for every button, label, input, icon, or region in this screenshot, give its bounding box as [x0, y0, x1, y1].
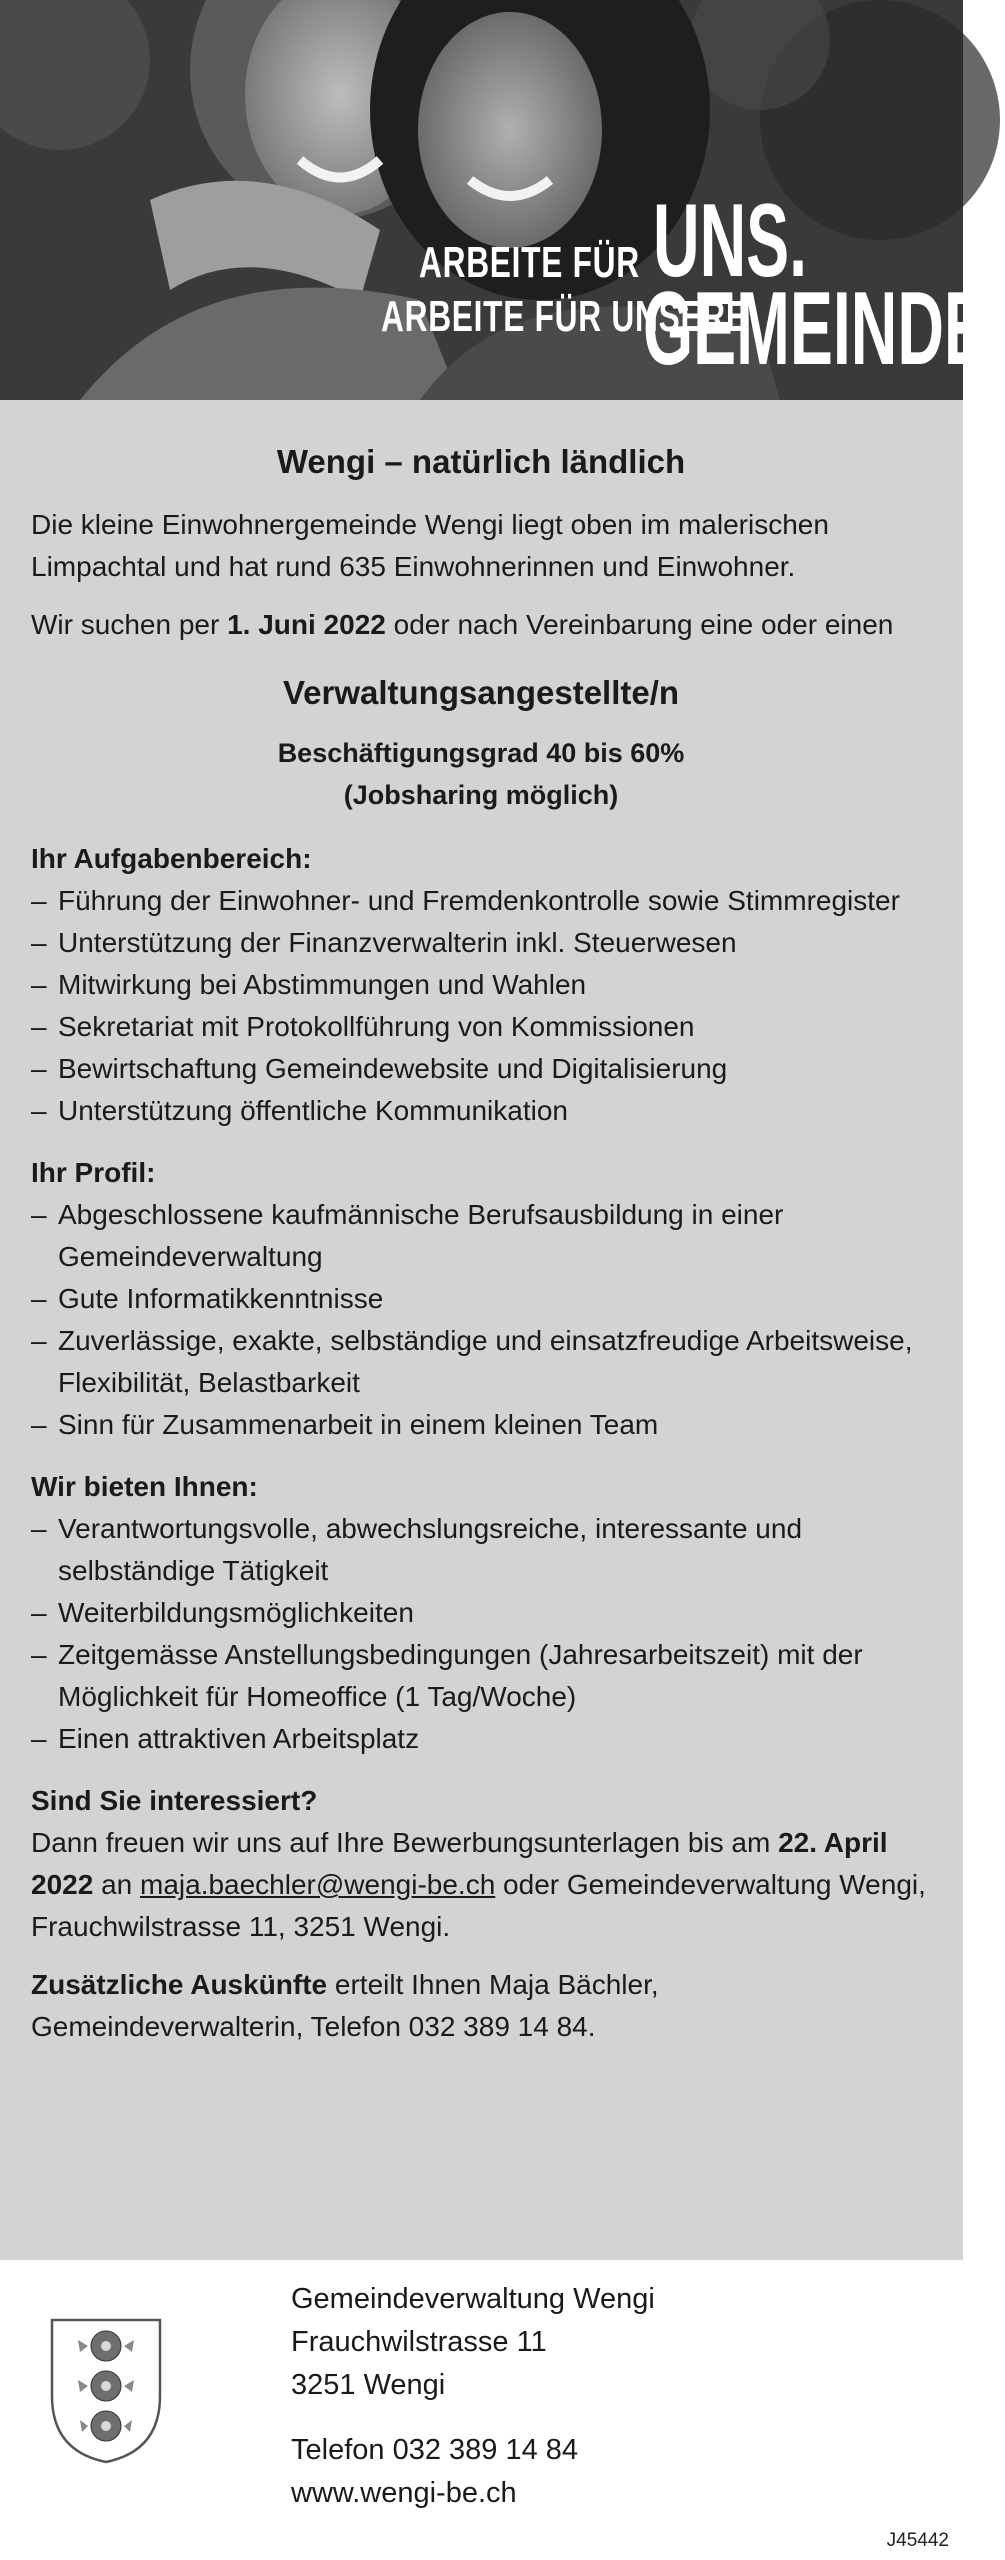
list-item: – Mitwirkung bei Abstimmungen und Wahlen — [31, 964, 931, 1006]
info-paragraph — [31, 1964, 931, 2048]
slogan-line1-small: ARBEITE FÜR — [419, 238, 640, 287]
list-item: – Zuverlässige, exakte, selbständige und einsatzfreudige Arbeitsweise, Flexibilität, Belastbarkeit — [31, 1320, 931, 1404]
list-item: – Bewirtschaftung Gemeindewebsite und Digitalisierung — [31, 1048, 931, 1090]
advert-body — [0, 400, 963, 2260]
jobsharing-note: (Jobsharing möglich) — [343, 780, 619, 810]
employment-rate: Beschäftigungsgrad 40 bis 60% — [277, 738, 685, 768]
interest-text-mid: an — [93, 1869, 140, 1900]
coat-of-arms-icon — [48, 2316, 164, 2466]
profile-list — [31, 1194, 931, 1446]
list-item: – Unterstützung öffentliche Kommunikation — [31, 1090, 931, 1132]
profile-heading: Ihr Profil: — [31, 1157, 156, 1188]
postal-city: 3251 Wengi — [291, 2369, 446, 2401]
tasks-heading: Ihr Aufgabenbereich: — [31, 843, 312, 874]
interest-text-pre: Dann freuen wir uns auf Ihre Bewerbungsunterlagen bis am — [31, 1827, 779, 1858]
info-label: Zusätzliche Auskünfte — [31, 1969, 328, 2000]
job-title: Verwaltungsangestellte/n — [282, 674, 680, 711]
search-paragraph — [31, 604, 931, 646]
list-item: – Führung der Einwohner- und Fremdenkontrolle sowie Stimmregister — [31, 880, 931, 922]
offer-heading: Wir bieten Ihnen: — [31, 1471, 258, 1502]
list-item: – Unterstützung der Finanzverwalterin inkl. Steuerwesen — [31, 922, 931, 964]
phone-number: Telefon 032 389 14 84 — [291, 2434, 579, 2466]
slogan-line2-small: ARBEITE FÜR UNSERE — [381, 292, 748, 341]
contact-email-link[interactable]: maja.baechler@wengi-be.ch — [140, 1869, 496, 1900]
offer-list — [31, 1508, 931, 1760]
hero-banner — [0, 0, 1005, 400]
advert-footer — [0, 2260, 963, 2560]
list-item: – Weiterbildungsmöglichkeiten — [31, 1592, 931, 1634]
list-item: – Verantwortungsvolle, abwechslungsreiche, interessante und selbständige Tätigkeit — [31, 1508, 931, 1592]
street-address: Frauchwilstrasse 11 — [291, 2326, 547, 2358]
interest-heading: Sind Sie interessiert? — [31, 1785, 318, 1816]
search-text-pre: Wir suchen per — [31, 609, 228, 640]
interest-text-post: oder Gemeindeverwaltung Wengi, Frauchwilstrasse 11, 3251 Wengi. — [31, 1869, 926, 1942]
list-item: – Sinn für Zusammenarbeit in einem kleinen Team — [31, 1404, 931, 1446]
list-item: – Gute Informatikkenntnisse — [31, 1278, 931, 1320]
application-deadline: 22. April 2022 — [31, 1827, 888, 1900]
hero-slogan — [381, 183, 1005, 387]
list-item: – Zeitgemässe Anstellungsbedingungen (Jahresarbeitszeit) mit der Möglichkeit für Homeoffice (1 Tag/Woche) — [31, 1634, 931, 1718]
website-link[interactable]: www.wengi-be.ch — [291, 2477, 517, 2509]
info-text: erteilt Ihnen Maja Bächler, Gemeindeverwalterin, Telefon 032 389 14 84. — [31, 1969, 659, 2042]
job-rate — [31, 732, 931, 816]
advert-headline: Wengi – natürlich ländlich — [276, 443, 686, 480]
start-date: 1. Juni 2022 — [227, 609, 386, 640]
list-item: – Sekretariat mit Protokollführung von Kommissionen — [31, 1006, 931, 1048]
list-item: – Abgeschlossene kaufmännische Berufsausbildung in einer Gemeindeverwaltung — [31, 1194, 931, 1278]
org-name: Gemeindeverwaltung Wengi — [291, 2283, 655, 2315]
ad-reference-code: J45442 — [886, 2530, 949, 2551]
address-block — [291, 2278, 655, 2515]
search-text-post: oder nach Vereinbarung eine oder einen — [385, 609, 894, 640]
interest-paragraph — [31, 1822, 931, 1948]
slogan-line1-big: UNS. — [653, 183, 808, 299]
tasks-list — [31, 880, 931, 1132]
intro-paragraph: Die kleine Einwohnergemeinde Wengi liegt oben im malerischen Limpachtal und hat rund 635 Einwohnerinnen und Einwohner. — [31, 509, 829, 582]
list-item: – Einen attraktiven Arbeitsplatz — [31, 1718, 931, 1760]
slogan-line2-big: GEMEINDE. — [643, 271, 1005, 387]
